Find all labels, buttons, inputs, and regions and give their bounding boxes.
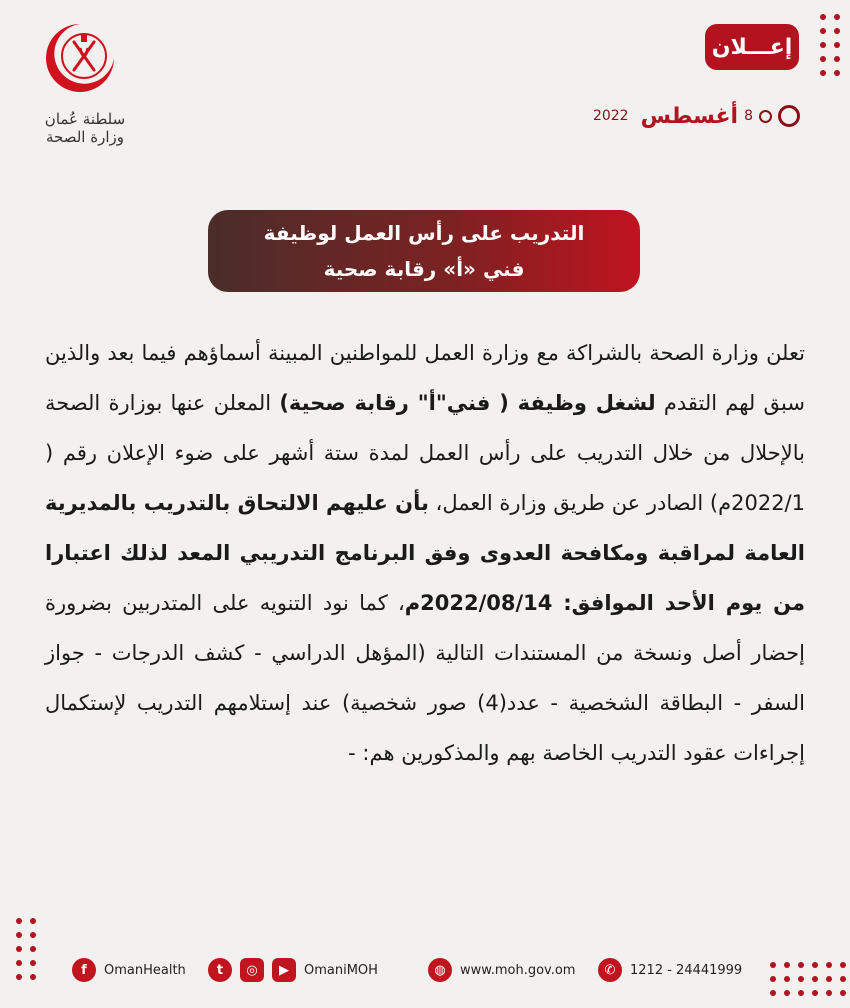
social-handle: OmaniMOH xyxy=(304,962,378,978)
body-bold-2: بأن عليهم الالتحاق بالتدريب بالمديرية العامة لمراقبة ومكافحة العدوى وفق البرنامج التدريبي المعد لذلك اعتبارا من يوم الأحد الموافق: 2022/08/14م xyxy=(45,491,805,615)
date-row xyxy=(560,100,800,132)
globe-icon: ◍ xyxy=(428,958,452,982)
body-bold-1: لشغل وظيفة ( فني"أ" رقابة صحية) xyxy=(279,391,656,415)
website-url: www.moh.gov.om xyxy=(460,962,576,978)
date-month: أغسطس xyxy=(640,103,739,129)
ministry-logo xyxy=(30,18,140,148)
twitter-icon: t xyxy=(208,958,232,982)
footer-website[interactable] xyxy=(428,950,575,990)
small-circle-icon xyxy=(759,110,772,123)
phone-icon: ✆ xyxy=(598,958,622,982)
decorative-dots-top-right xyxy=(820,14,840,76)
logo-text xyxy=(30,110,140,146)
logo-text-line2: وزارة الصحة xyxy=(46,128,124,146)
instagram-icon: ◎ xyxy=(240,958,264,982)
date-year: 2022 xyxy=(592,108,629,124)
announcement-badge: إعـــلان xyxy=(705,24,799,70)
footer-facebook[interactable] xyxy=(72,950,186,990)
announcement-body xyxy=(45,328,805,778)
circle-icon xyxy=(778,105,800,127)
facebook-handle: OmanHealth xyxy=(104,962,186,978)
footer-social[interactable] xyxy=(208,950,378,990)
youtube-icon: ▶ xyxy=(272,958,296,982)
facebook-icon: f xyxy=(72,958,96,982)
footer-phone[interactable] xyxy=(598,950,742,990)
body-text-1: تعلن وزارة الصحة بالشراكة مع وزارة العمل للمواطنين المبينة أسماؤهم فيما بعد والذين سبق لهم التقدم xyxy=(45,341,805,415)
body-text-2: المعلن عنها بوزارة الصحة بالإحلال من خلال التدريب على رأس العمل لمدة ستة أشهر على ضوء الإعلان رقم ( 2022/1م) الصادر عن طريق وزارة العمل، xyxy=(45,391,805,515)
phone-number: 1212 - 24441999 xyxy=(630,962,743,978)
red-crescent-emblem-icon xyxy=(40,18,120,98)
title-banner xyxy=(208,210,640,292)
footer xyxy=(0,950,850,990)
logo-text-line1: سلطنة عُمان xyxy=(44,110,126,128)
title-line-2: فني «أ» رقابة صحية xyxy=(323,257,525,281)
title-line-1: التدريب على رأس العمل لوظيفة xyxy=(263,221,585,245)
body-text-3: ، كما نود التنويه على المتدربين بضرورة إحضار أصل ونسخة من المستندات التالية (المؤهل الدراسي - كشف الدرجات - جواز السفر - البطاقة الشخصية - عدد(4) صور شخصية) عند إستلامهم التدريب لإستكمال إجراءات عقود التدريب الخاصة بهم والمذكورين هم: - xyxy=(45,591,805,765)
date-day: 8 xyxy=(744,108,753,124)
